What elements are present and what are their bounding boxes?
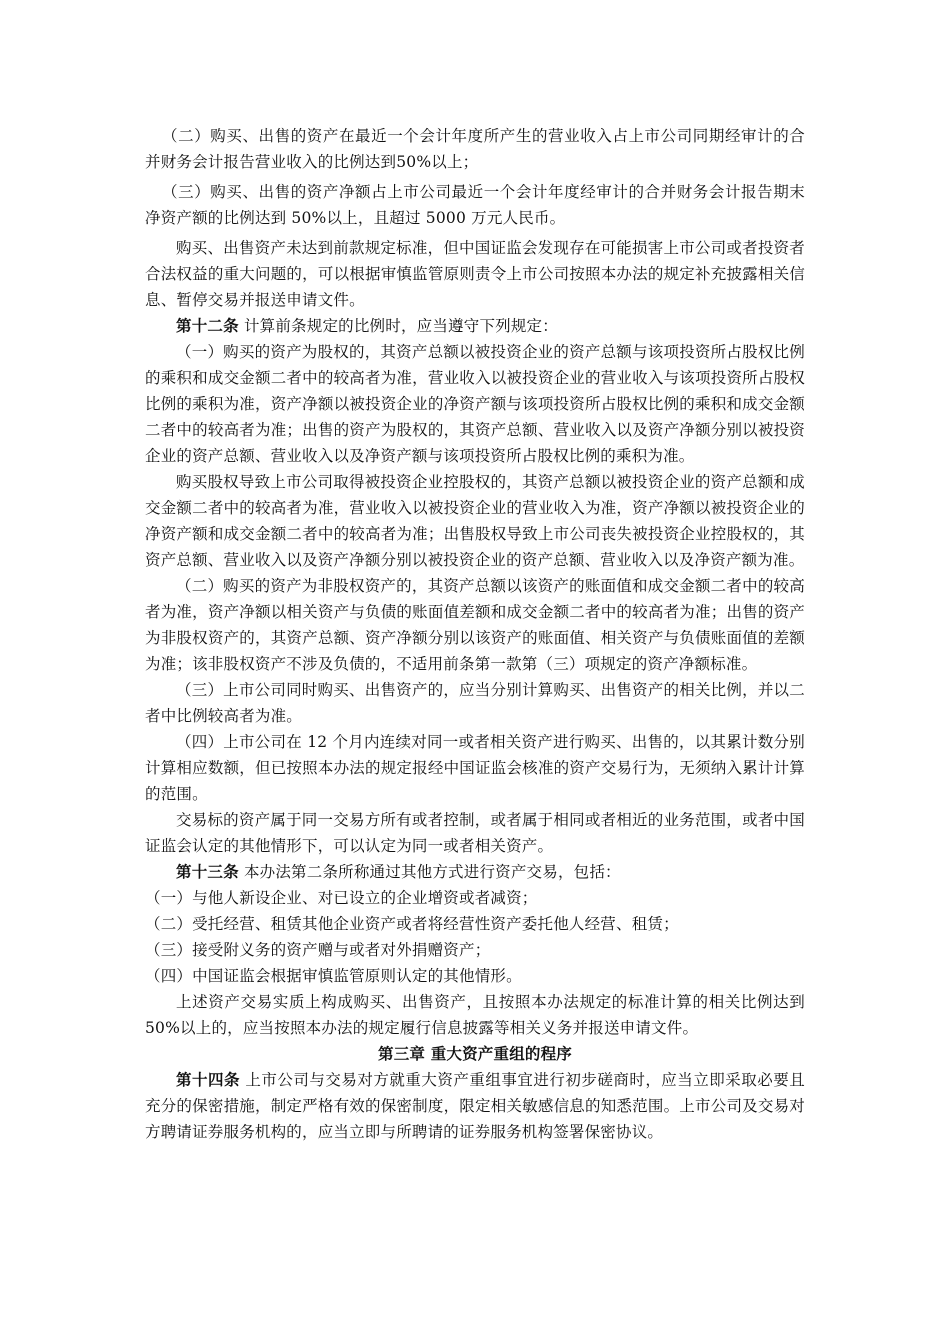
article-number: 第十二条 bbox=[176, 316, 239, 335]
paragraph: （三）购买、出售的资产净额占上市公司最近一个会计年度经审计的合并财务会计报告期末净资产额的比例达到 50%以上，且超过 5000 万元人民币。 bbox=[145, 183, 805, 227]
document-body bbox=[145, 123, 805, 1145]
list-item: （四）中国证监会根据审慎监管原则认定的其他情形。 bbox=[145, 967, 522, 985]
paragraph: 交易标的资产属于同一交易方所有或者控制，或者属于相同或者相近的业务范围，或者中国证监会认定的其他情形下，可以认定为同一或者相关资产。 bbox=[145, 811, 805, 855]
list-item: （一）与他人新设企业、对已设立的企业增资或者减资； bbox=[145, 889, 538, 907]
article-paragraph bbox=[145, 1067, 805, 1145]
paragraph: 购买、出售资产未达到前款规定标准，但中国证监会发现存在可能损害上市公司或者投资者合法权益的重大问题的，可以根据审慎监管原则责令上市公司按照本办法的规定补充披露相关信息、暂停交易并报送申请文件。 bbox=[145, 239, 805, 309]
article-paragraph bbox=[145, 313, 805, 339]
article-number: 第十四条 bbox=[176, 1070, 240, 1089]
chapter-heading: 第三章 重大资产重组的程序 bbox=[378, 1044, 572, 1063]
paragraph: （二）购买的资产为非股权资产的，其资产总额以该资产的账面值和成交金额二者中的较高者为准，资产净额以相关资产与负债的账面值差额和成交金额二者中的较高者为准；出售的资产为非股权资产的，其资产总额、资产净额分别以该资产的账面值、相关资产与负债账面值的差额为准；该非股权资产不涉及负债的，不适用前条第一款第（三）项规定的资产净额标准。 bbox=[145, 577, 805, 673]
article-paragraph bbox=[145, 859, 805, 885]
article-text: 计算前条规定的比例时，应当遵守下列规定： bbox=[243, 317, 558, 335]
paragraph: 上述资产交易实质上构成购买、出售资产，且按照本办法规定的标准计算的相关比例达到 50%以上的，应当按照本办法的规定履行信息披露等相关义务并报送申请文件。 bbox=[145, 993, 805, 1037]
list-item: （三）接受附义务的资产赠与或者对外捐赠资产； bbox=[145, 941, 491, 959]
article-number: 第十三条 bbox=[176, 862, 239, 881]
article-text: 上市公司与交易对方就重大资产重组事宜进行初步磋商时，应当立即采取必要且充分的保密措施，制定严格有效的保密制度，限定相关敏感信息的知悉范围。上市公司及交易对方聘请证券服务机构的，应当立即与所聘请的证券服务机构签署保密协议。 bbox=[145, 1071, 805, 1141]
article-text: 本办法第二条所称通过其他方式进行资产交易，包括： bbox=[243, 863, 621, 881]
paragraph: （四）上市公司在 12 个月内连续对同一或者相关资产进行购买、出售的，以其累计数分别计算相应数额，但已按照本办法的规定报经中国证监会核准的资产交易行为，无须纳入累计计算的范围。 bbox=[145, 733, 805, 803]
paragraph: （三）上市公司同时购买、出售资产的，应当分别计算购买、出售资产的相关比例，并以二者中比例较高者为准。 bbox=[145, 681, 805, 725]
paragraph: 购买股权导致上市公司取得被投资企业控股权的，其资产总额以被投资企业的资产总额和成交金额二者中的较高者为准，营业收入以被投资企业的营业收入为准，资产净额以被投资企业的净资产额和成交金额二者中的较高者为准；出售股权导致上市公司丧失被投资企业控股权的，其资产总额、营业收入以及资产净额分别以被投资企业的资产总额、营业收入以及净资产额为准。 bbox=[145, 473, 805, 569]
paragraph: （二）购买、出售的资产在最近一个会计年度所产生的营业收入占上市公司同期经审计的合并财务会计报告营业收入的比例达到50%以上； bbox=[145, 127, 805, 171]
paragraph: （一）购买的资产为股权的，其资产总额以被投资企业的资产总额与该项投资所占股权比例的乘积和成交金额二者中的较高者为准，营业收入以被投资企业的营业收入与该项投资所占股权比例的乘积为准，资产净额以被投资企业的净资产额与该项投资所占股权比例的乘积和成交金额二者中的较高者为准；出售的资产为股权的，其资产总额、营业收入以及资产净额分别以被投资企业的资产总额、营业收入以及净资产额与该项投资所占股权比例的乘积为准。 bbox=[145, 343, 805, 465]
list-item: （二）受托经营、租赁其他企业资产或者将经营性资产委托他人经营、租赁； bbox=[145, 915, 679, 933]
